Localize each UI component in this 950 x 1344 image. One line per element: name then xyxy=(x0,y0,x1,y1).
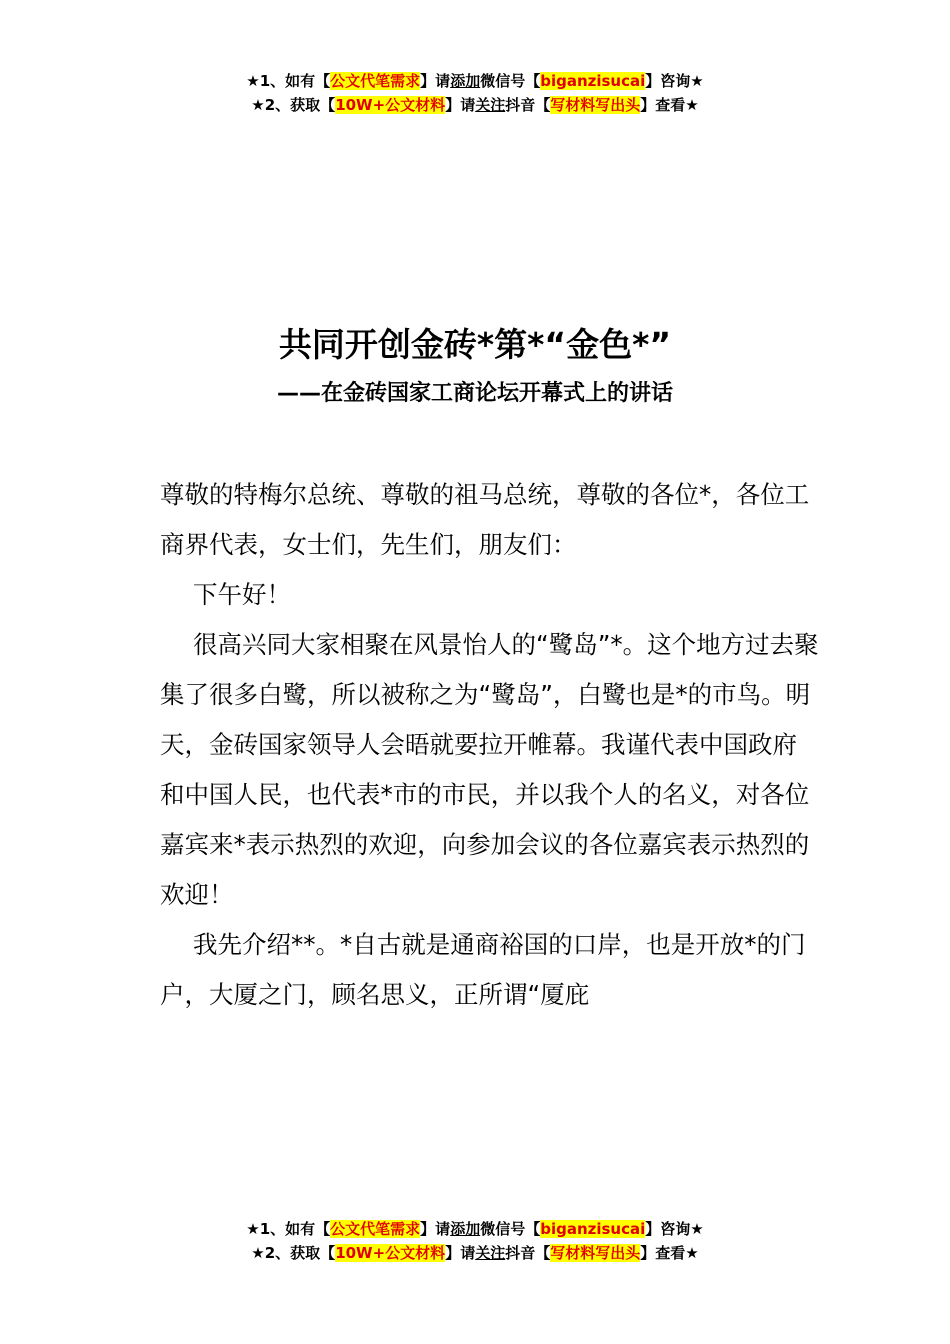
top-promo-banner xyxy=(0,69,950,117)
paragraph: 很高兴同大家相聚在风景怡人的“鹭岛”*。这个地方过去聚集了很多白鹭，所以被称之为“鹭岛”，白鹭也是*的市鸟。明天，金砖国家领导人会晤就要拉开帷幕。我谨代表中国政府和中国人民，也代表*市的市民，并以我个人的名义，对各位嘉宾来*表示热烈的欢迎，向参加会议的各位嘉宾表示热烈的欢迎！ xyxy=(160,630,819,909)
document-title: 共同开创金砖*第*“金色*” xyxy=(278,325,672,364)
paragraph: 下午好！ xyxy=(193,580,291,609)
paragraph: 我先介绍**。*自古就是通商裕国的口岸，也是开放*的门户，大厦之门，顾名思义，正所谓“厦庇 xyxy=(160,930,806,1009)
wechat-id: biganzisucai xyxy=(540,72,646,90)
salutation: 尊敬的特梅尔总统、尊敬的祖马总统，尊敬的各位*，各位工商界代表，女士们，先生们，朋友们： xyxy=(160,480,810,559)
document-body xyxy=(160,470,820,1020)
promo-highlight: 公文代笔需求 xyxy=(330,72,421,90)
douyin-account: 写材料写出头 xyxy=(550,96,641,114)
promo-highlight: 公文代笔需求 xyxy=(330,1220,421,1238)
promo-highlight: 10W+公文材料 xyxy=(335,96,446,114)
promo-line-1: ★1、如有【公文代笔需求】请添加微信号【biganzisucai】咨询★ xyxy=(246,72,704,90)
bottom-promo-banner xyxy=(0,1217,950,1265)
promo-line-1: ★1、如有【公文代笔需求】请添加微信号【biganzisucai】咨询★ xyxy=(246,1220,704,1238)
document-subtitle: ——在金砖国家工商论坛开幕式上的讲话 xyxy=(276,381,673,406)
promo-highlight: 10W+公文材料 xyxy=(335,1244,446,1262)
promo-line-2: ★2、获取【10W+公文材料】请关注抖音【写材料写出头】查看★ xyxy=(251,96,699,114)
douyin-account: 写材料写出头 xyxy=(550,1244,641,1262)
wechat-id: biganzisucai xyxy=(540,1220,646,1238)
promo-line-2: ★2、获取【10W+公文材料】请关注抖音【写材料写出头】查看★ xyxy=(251,1244,699,1262)
